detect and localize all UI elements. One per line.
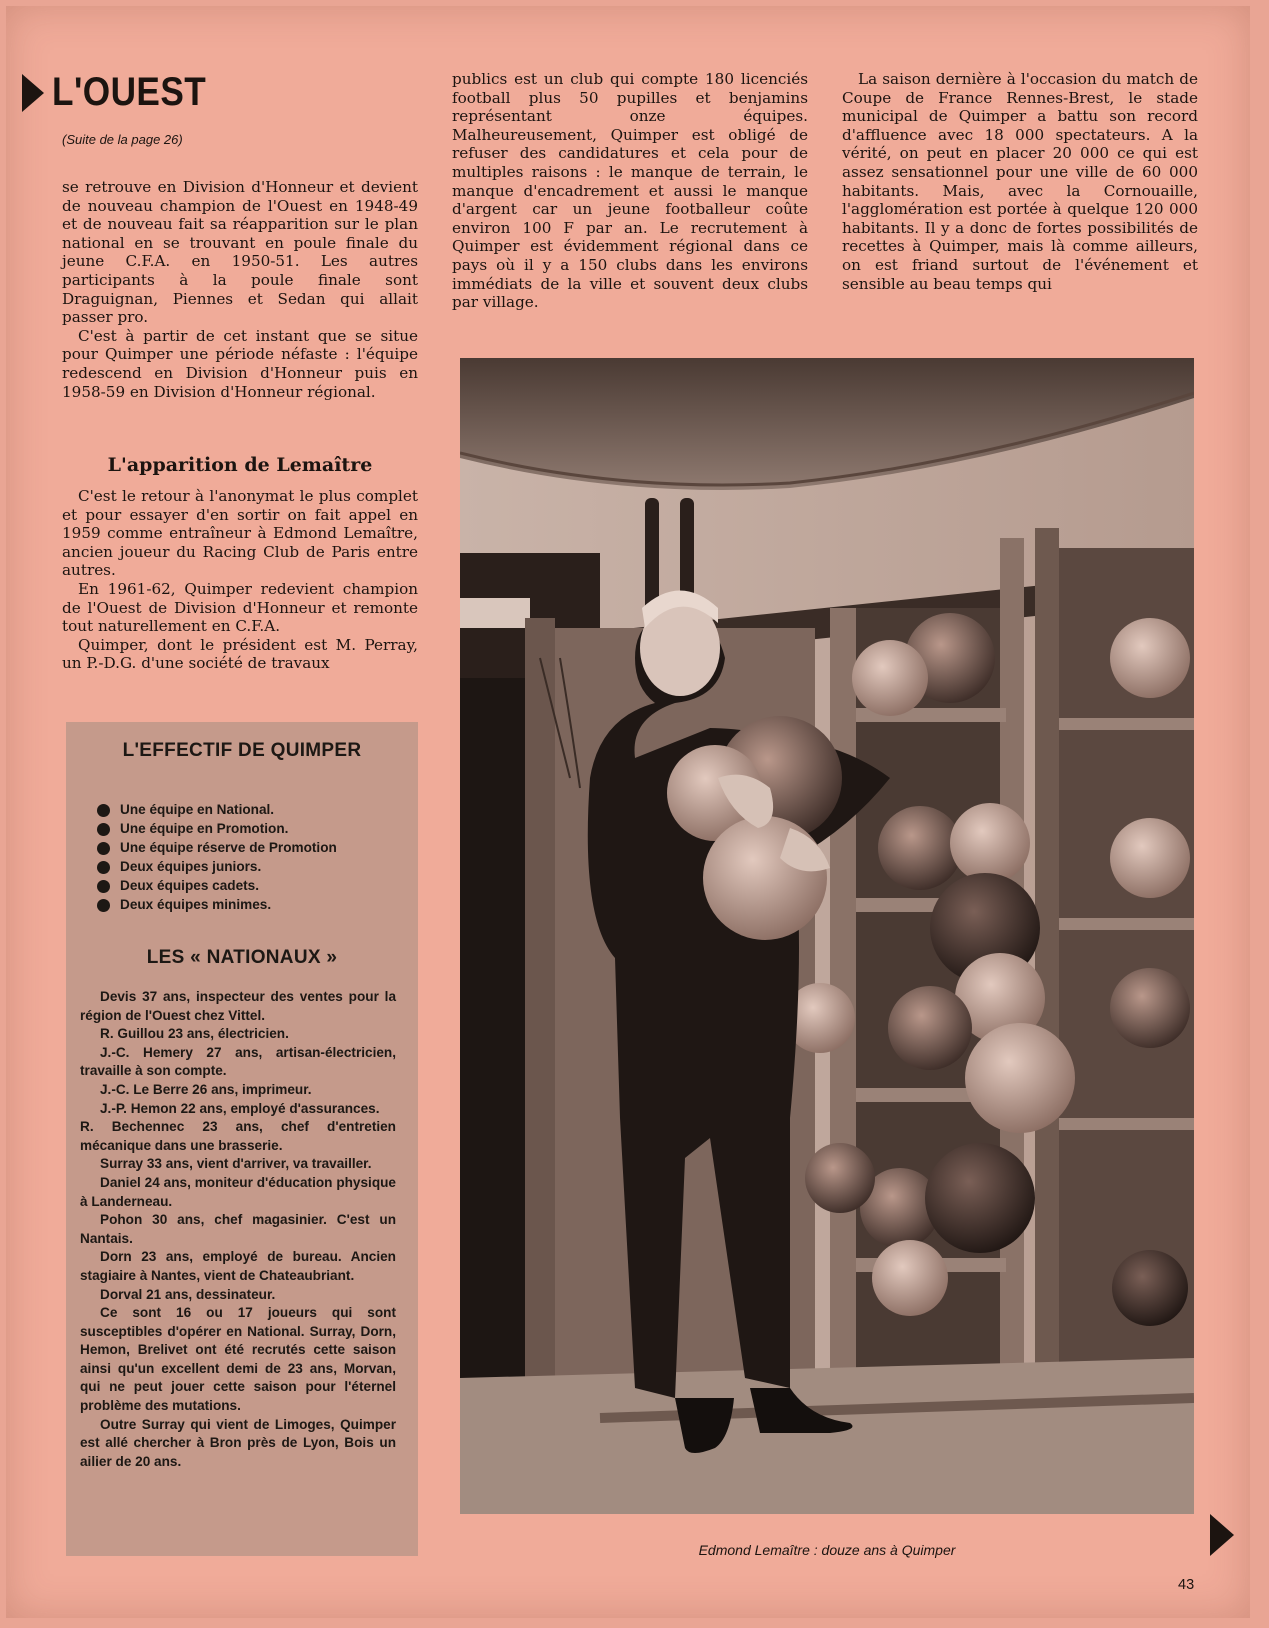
article-column-3 <box>842 70 1198 293</box>
subheading: L'apparition de Lemaître <box>107 454 373 476</box>
photo-coach-with-balls <box>460 358 1194 1514</box>
section-arrow-icon <box>22 74 44 112</box>
paragraph: publics est un club qui compte 180 licenciés football plus 50 pupilles et benjamins représentant onze équipes. Malheureusement, Quimper est obligé de refuser des candidatures et cela pour de multiples raisons : le manque de terrain, le manque d'encadrement et aussi le manque d'argent car un jeune footballeur coûte environ 100 F par an. Le recrutement à Quimper est évidemment régional dans ce pays où il y a 150 clubs dans les environs immédiats de la ville et souvent deux clubs par village. <box>452 70 808 312</box>
continue-arrow-icon <box>1210 1514 1234 1556</box>
teams-list <box>97 801 397 915</box>
paragraph: Quimper, dont le président est M. Perray, un P.-D.G. d'une société de travaux <box>62 635 418 673</box>
photo-caption: Edmond Lemaître : douze ans à Quimper <box>698 1542 956 1558</box>
article-column-1-top <box>62 178 418 401</box>
bullet-icon <box>97 823 110 836</box>
paragraph: En 1961-62, Quimper redevient champion de l'Ouest de Division d'Honneur et remonte tout naturellement en C.F.A. <box>62 579 418 636</box>
list-item: Outre Surray qui vient de Limoges, Quimper est allé chercher à Bron près de Lyon, Bois un ailier de 20 ans. <box>80 1416 396 1469</box>
bullet-icon <box>97 880 110 893</box>
list-item: Surray 33 ans, vient d'arriver, va travailler. <box>100 1156 372 1172</box>
article-column-1-bottom <box>62 487 418 673</box>
list-item: R. Bechennec 23 ans, chef d'entretien mécanique dans une brasserie. <box>80 1119 396 1153</box>
paragraph: La saison dernière à l'occasion du match de Coupe de France Rennes-Brest, le stade municipal de Quimper a battu son record d'affluence avec 18 000 spectateurs. A la vérité, on peut en placer 20 000 ce qui est assez sensationnel pour une ville de 60 000 habitants. Mais, avec la Cornouaille, l'agglomération est portée à quelque 120 000 habitants. Il y a donc de fortes possibilités de recettes à Quimper, mais là comme ailleurs, on est friand surtout de l'événement et sensible au beau temps qui <box>842 70 1198 293</box>
continued-note: (Suite de la page 26) <box>62 132 183 147</box>
list-item: Une équipe réserve de Promotion <box>97 839 397 858</box>
list-item: J.-C. Hemery 27 ans, artisan-électricien, travaille à son compte. <box>80 1044 396 1079</box>
list-item: Ce sont 16 ou 17 joueurs qui sont susceptibles d'opérer en National. Surray, Dorn, Hemon, Brelivet ont été recrutés cette saison ainsi qu'un excellent demi de 23 ans, Morvan, qui ne peut jouer cette saison pour l'éternel problème des mutations. <box>80 1305 396 1414</box>
bullet-icon <box>97 842 110 855</box>
list-item: Dorn 23 ans, employé de bureau. Ancien stagiaire à Nantes, vient de Chateaubriant. <box>80 1249 396 1283</box>
list-item: Daniel 24 ans, moniteur d'éducation physique à Landerneau. <box>80 1174 396 1209</box>
list-item: Deux équipes minimes. <box>97 896 397 915</box>
paragraph: C'est le retour à l'anonymat le plus complet et pour essayer d'en sortir on fait appel en 1959 comme entraîneur à Edmond Lemaître, ancien joueur du Racing Club de Paris entre autres. <box>62 487 418 580</box>
players-list <box>80 988 396 1471</box>
list-item: Dorval 21 ans, dessinateur. <box>100 1286 276 1302</box>
list-item: Devis 37 ans, inspecteur des ventes pour la région de l'Ouest chez Vittel. <box>80 989 396 1023</box>
list-item: Une équipe en National. <box>97 801 397 820</box>
squad-sidebar <box>66 722 418 1556</box>
list-item: R. Guillou 23 ans, électricien. <box>100 1026 289 1042</box>
list-item: J.-C. Le Berre 26 ans, imprimeur. <box>100 1081 312 1097</box>
list-item: J.-P. Hemon 22 ans, employé d'assurances. <box>100 1100 380 1116</box>
sidebar-title: L'EFFECTIF DE QUIMPER <box>122 740 362 761</box>
sidebar-subtitle: LES « NATIONAUX » <box>146 947 338 968</box>
bullet-icon <box>97 804 110 817</box>
list-item: Pohon 30 ans, chef magasinier. C'est un Nantais. <box>80 1212 396 1246</box>
list-item: Deux équipes juniors. <box>97 858 397 877</box>
page-number: 43 <box>1178 1577 1195 1593</box>
paragraph: se retrouve en Division d'Honneur et devient de nouveau champion de l'Ouest en 1948-49 et de nouveau fait sa réapparition sur le plan national en se trouvant en poule finale du jeune C.F.A. en 1950-51. Les autres participants à la poule finale sont Draguignan, Piennes et Sedan qui allait passer pro. <box>62 178 418 327</box>
list-item: Une équipe en Promotion. <box>97 820 397 839</box>
bullet-icon <box>97 861 110 874</box>
article-column-2 <box>452 70 808 312</box>
section-title: L'OUEST <box>52 70 207 114</box>
bullet-icon <box>97 899 110 912</box>
list-item: Deux équipes cadets. <box>97 877 397 896</box>
paragraph: C'est à partir de cet instant que se situe pour Quimper une période néfaste : l'équipe redescend en Division d'Honneur puis en 1958-59 en Division d'Honneur régional. <box>62 326 418 401</box>
section-header <box>22 70 227 115</box>
